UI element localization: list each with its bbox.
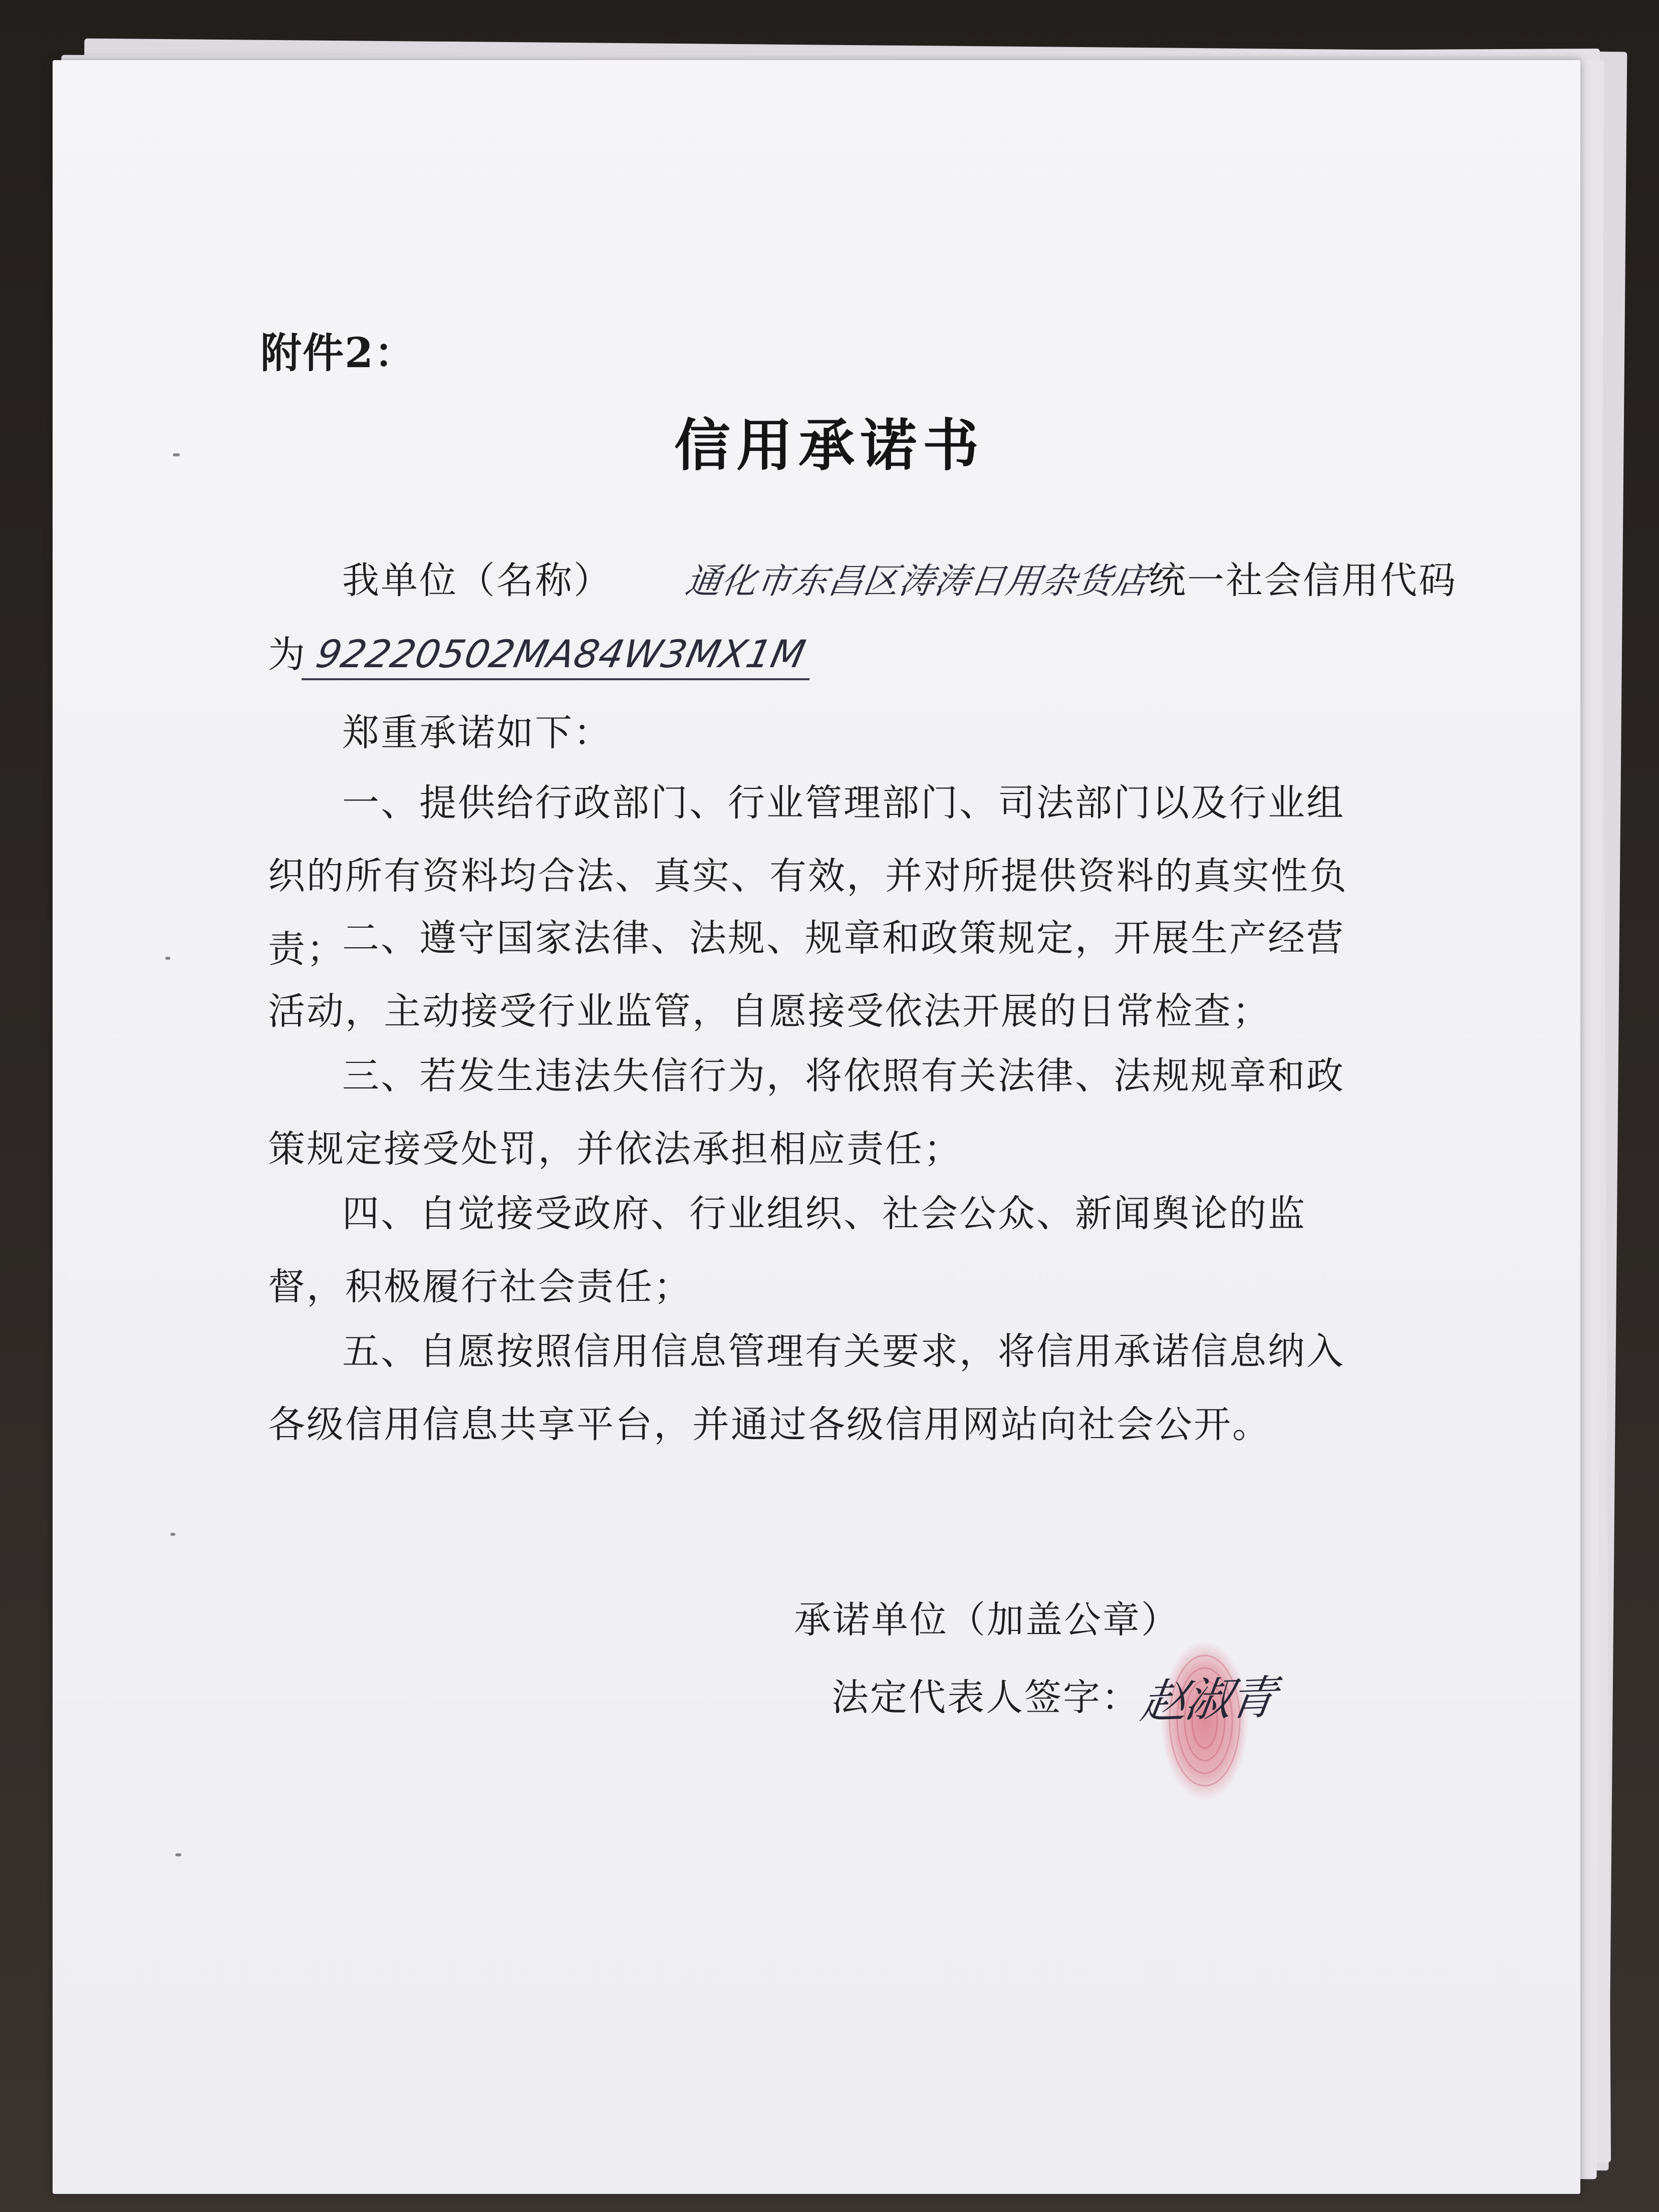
handwritten-credit-code: 92220502MA84W3MX1M [302,632,820,680]
legal-representative-label: 法定代表人签字： [832,1676,1140,1719]
unit-name-line [268,551,1457,604]
paper-speck [165,957,170,960]
code-prefix: 为 [268,633,307,676]
handwritten-unit-name: 通化市东昌区涛涛日用杂货店 [683,561,1151,602]
pledge-item-5: 五、自愿按照信用信息管理有关要求，将信用承诺信息纳入各级信用信息共享平台，并通过各级信用网站向社会公开。 [268,1330,1345,1446]
pledge-item-4: 四、自觉接受政府、行业组织、社会公众、新闻舆论的监督，积极履行社会责任； [268,1192,1306,1308]
intro-suffix: 统一社会信用代码 [1149,559,1457,602]
credit-code-line [268,625,1370,680]
intro-prefix: 我单位（名称） [342,559,612,602]
pledge-item-1: 一、提供给行政部门、行业管理部门、司法部门以及行业组织的所有资料均合法、真实、有效，并对所提供资料的真实性负责； [268,781,1348,971]
pledge-item-3: 三、若发生违法失信行为，将依照有关法律、法规规章和政策规定接受处罚，并依法承担相应责任； [268,1054,1345,1171]
paper-speck [175,1853,181,1856]
paper-speck [170,1533,175,1536]
pledge-intro: 郑重承诺如下： [342,711,612,754]
attachment-label: 附件2： [260,329,417,377]
pledge-unit-label: 承诺单位（加盖公章） [794,1598,1180,1641]
document-title: 信用承诺书 [674,413,985,478]
pledge-item-2: 二、遵守国家法律、法规、规章和政策规定，开展生产经营活动，主动接受行业监管，自愿接受依法开展的日常检查； [268,917,1345,1033]
handwritten-signature: 赵淑青 [1137,1671,1278,1729]
